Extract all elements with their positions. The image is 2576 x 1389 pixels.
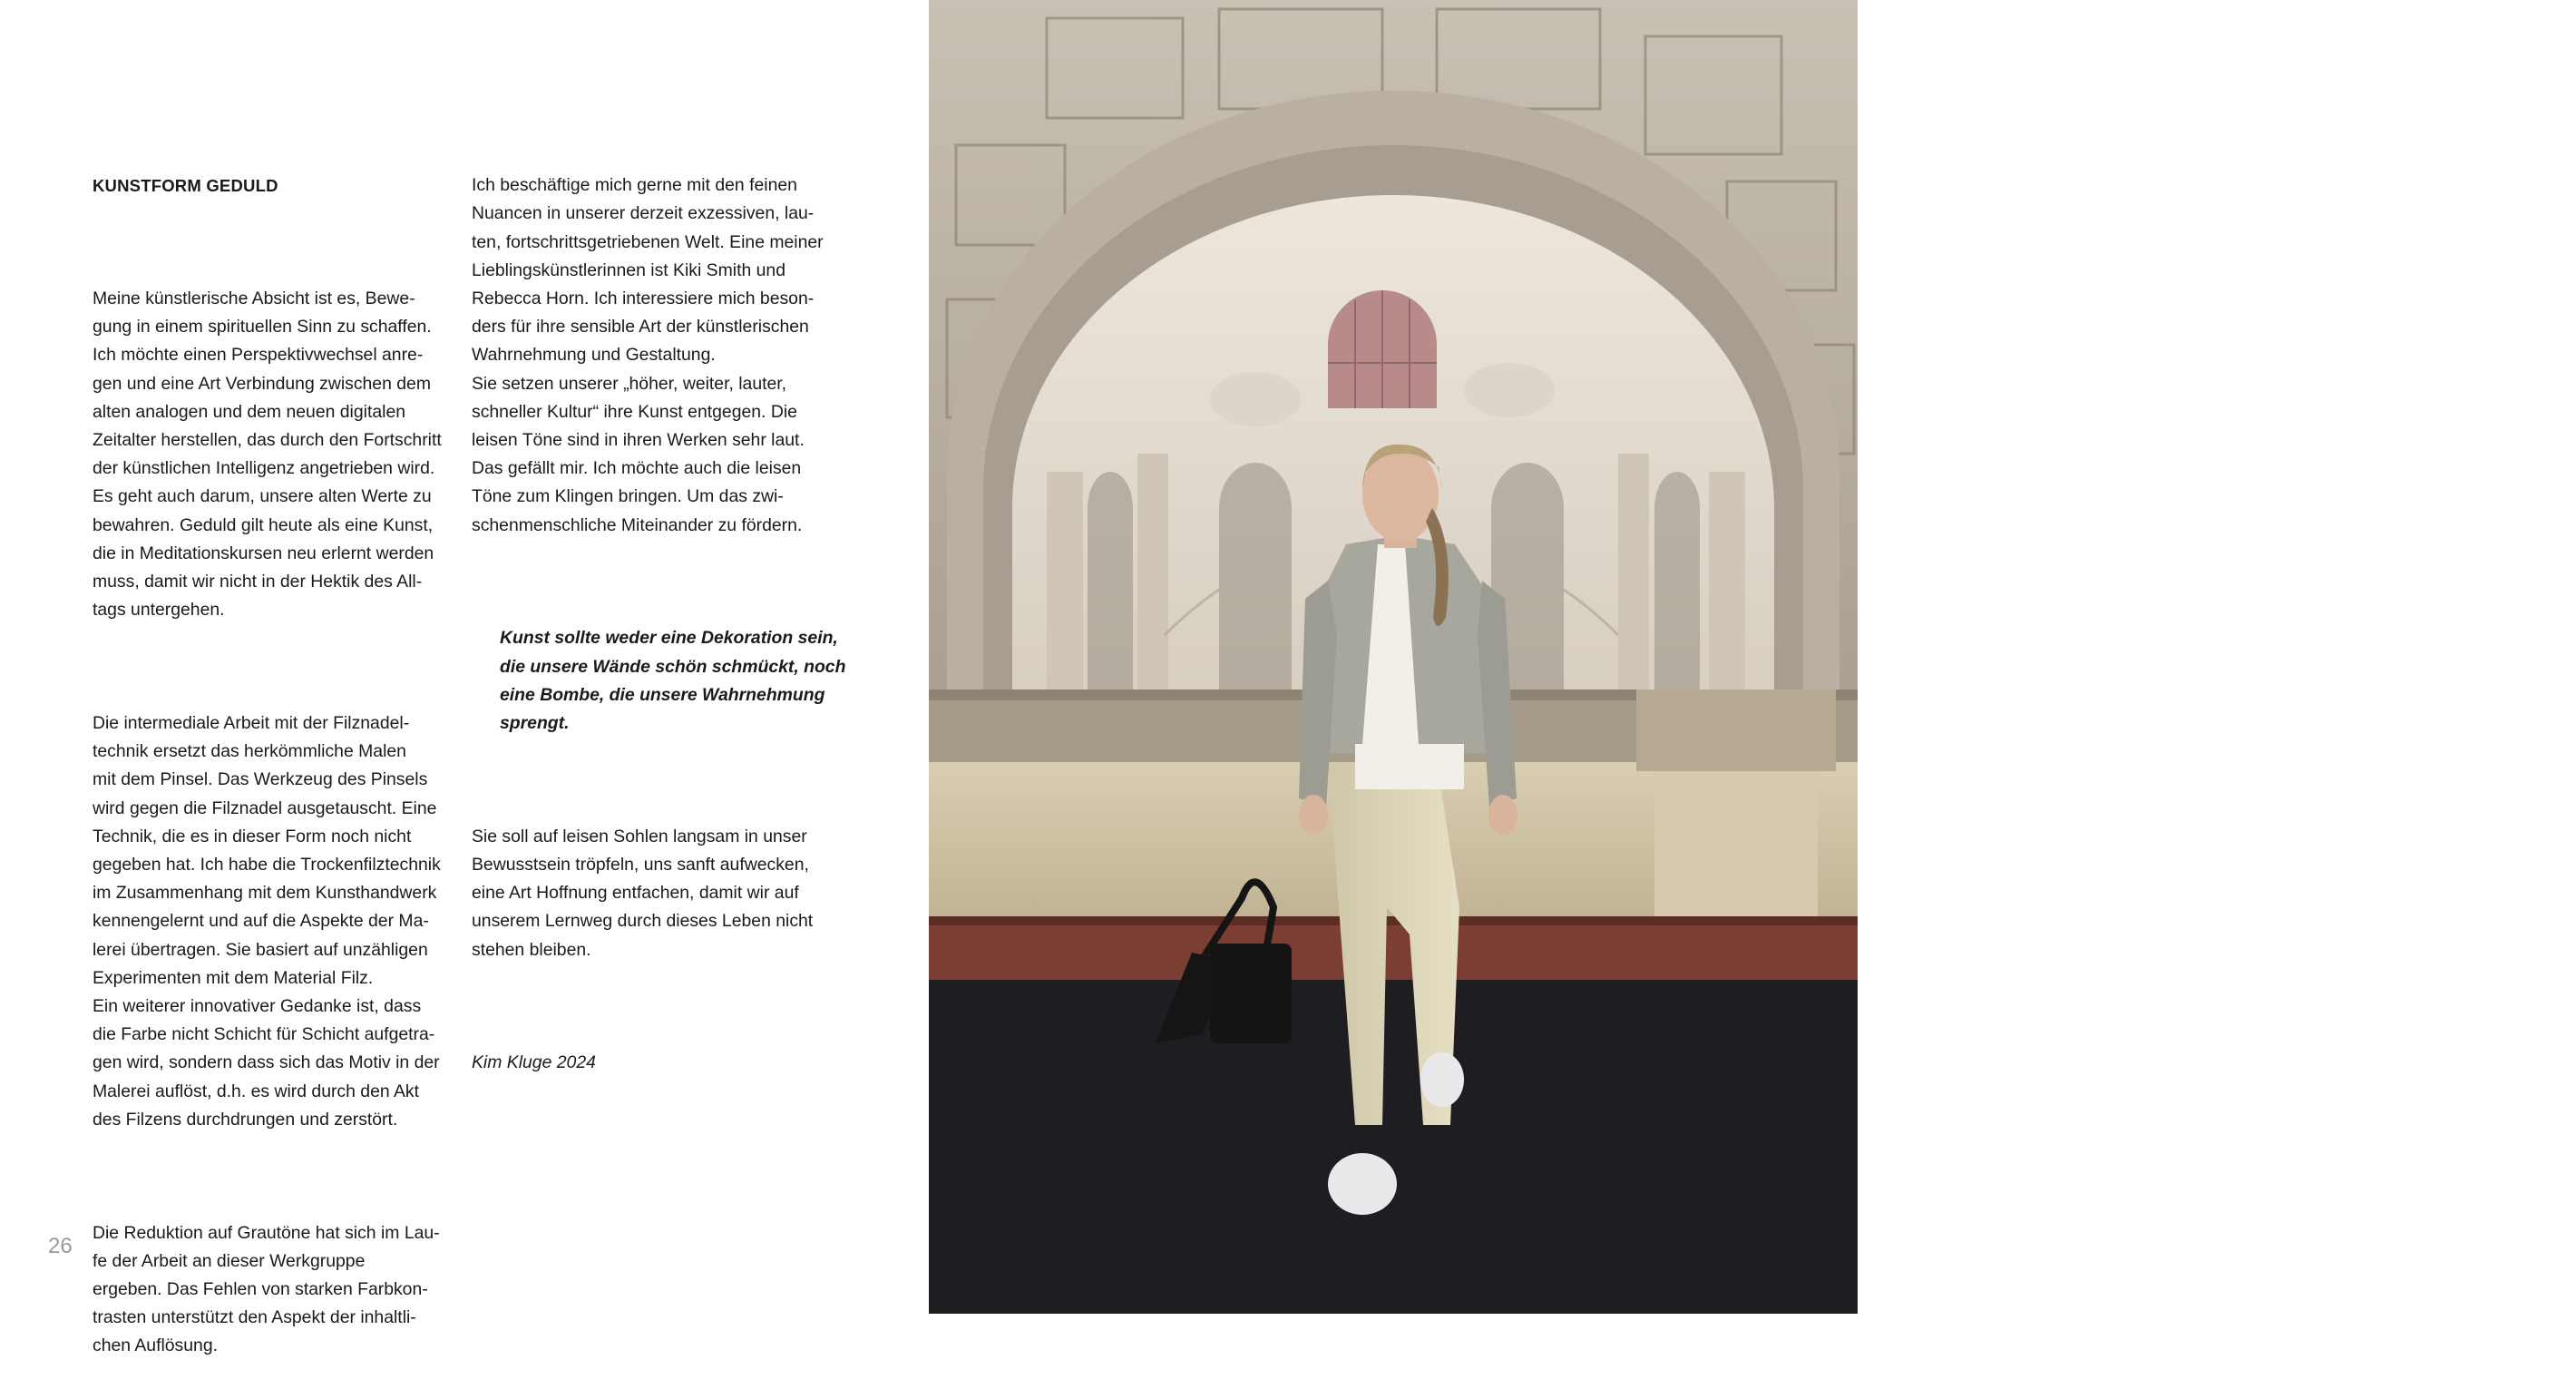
pull-quote: Kunst sollte weder eine Dekoration sein, die unsere Wände schön schmückt, noch eine Bombe, die unsere Wahrnehmung sprengt. xyxy=(500,628,846,734)
author-signature: Kim Kluge 2024 xyxy=(472,1052,596,1073)
paragraph-1: Meine künstlerische Absicht ist es, Bewe- gung in einem spirituellen Sinn zu schaffen. Ich möchte einen Perspektivwechsel anre- gen und eine Art Verbindung zwischen dem alten analogen und dem neuen digitalen Zeitalter herstellen, das durch den Fortschritt der künstlichen Intelligenz angetrieben wird. Es geht auch darum, unsere alten Werte zu bewahren. Geduld gilt heute als eine Kunst, die in Meditationskursen neu erlernt werden muss, damit wir nicht in der Hektik des All- tags untergehen. xyxy=(93,289,442,621)
paragraph-2: Die intermediale Arbeit mit der Filznadel- technik ersetzt das herkömmliche Malen mit dem Pinsel. Das Werkzeug des Pinsels wird gegen die Filznadel ausgetauscht. Eine Technik, die es in dieser Form noch nicht gegeben hat. Ich habe die Trockenfilztechnik im Zusammenhang mit dem Kunsthandwerk kennengelernt und auf die Aspekte der Ma- lerei übertragen. Sie basiert auf unzähligen Experimenten mit dem Material Filz. Ein weiterer innovativer Gedanke ist, dass die Farbe nicht Schicht für Schicht aufgetra- gen wird, sondern dass sich das Motiv in der Malerei auflöst, d.h. es wird durch den Akt des Filzens durchdrungen und zerstört. xyxy=(93,713,441,1130)
photo-caption xyxy=(2484,1029,2576,1181)
caption-name: Kim Kluge xyxy=(2484,1030,2570,1049)
portrait-photo xyxy=(929,0,2576,1314)
article-heading: KUNSTFORM GEDULD xyxy=(93,176,278,196)
paragraph-4: Ich beschäftige mich gerne mit den feinen Nuancen in unserer derzeit exzessiven, lau- ten, fortschrittsgetriebenen Welt. Eine meiner Lieblingskünstlerinnen ist Kiki Smith und Rebecca Horn. Ich interessiere mich beson- ders für ihre sensible Art der künstlerischen Wahrnehmung und Gestaltung. Sie setzen unserer „höher, weiter, lauter, schneller Kultur“ ihre Kunst entgegen. Die leisen Töne sind in ihren Werken sehr laut. Das gefällt mir. Ich möchte auch die leisen Töne zum Klingen bringen. Um das zwi- schenmenschliche Miteinander zu fördern. xyxy=(472,175,824,535)
photo-illustration xyxy=(929,0,1858,1314)
spacer xyxy=(93,229,464,257)
spacer xyxy=(472,568,853,596)
caption-line-2: im Rathaus Hannover xyxy=(2484,1117,2572,1158)
page-number: 26 xyxy=(48,1234,73,1258)
spacer xyxy=(93,1162,464,1190)
spacer xyxy=(93,653,464,681)
text-column-1 xyxy=(93,143,464,1389)
left-page xyxy=(0,0,929,1356)
text-column-2 xyxy=(472,143,853,1106)
paragraph-5: Sie soll auf leisen Sohlen langsam in unser Bewusstsein tröpfeln, uns sanft aufwecken, eine Art Hoffnung entfachen, damit wir auf unserem Lernweg durch dieses Leben nicht stehen bleiben. xyxy=(472,826,814,960)
spacer xyxy=(472,766,853,794)
caption-line-1: Besuch in ihrer Heimatstadt xyxy=(2484,1052,2576,1114)
paragraph-3: Die Reduktion auf Grautöne hat sich im Lau- fe der Arbeit an dieser Werkgruppe ergeben. Das Fehlen von starken Farbkon- trasten unterstützt den Aspekt der inhaltli- chen Auflösung. xyxy=(93,1222,440,1356)
caption-year: 2024 xyxy=(2484,1160,2523,1179)
spacer xyxy=(472,993,853,1021)
